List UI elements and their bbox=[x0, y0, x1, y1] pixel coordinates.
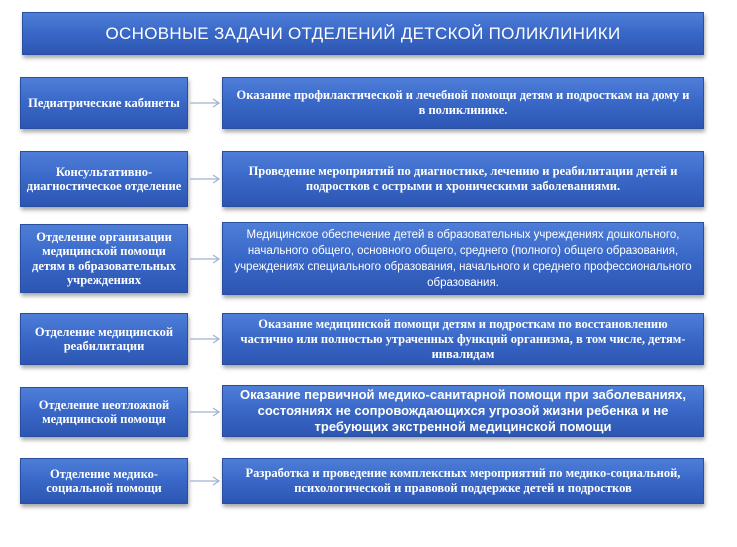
task-box-social: Разработка и проведение комплексных мероприятий по медико-социальной, психологической и правовой поддержке детей и подростков bbox=[222, 458, 704, 504]
task-box-pediatric: Оказание профилактической и лечебной помощи детям и подросткам на дому и в поликлинике. bbox=[222, 77, 704, 129]
department-box-consultative: Консультативно-диагностическое отделение bbox=[20, 151, 188, 207]
department-box-education: Отделение организации медицинской помощи детям в образовательных учреждениях bbox=[20, 224, 188, 293]
arrow-right-icon bbox=[189, 98, 221, 108]
department-box-pediatric: Педиатрические кабинеты bbox=[20, 77, 188, 129]
arrow-right-icon bbox=[189, 254, 221, 264]
arrow-right-icon bbox=[189, 407, 221, 417]
arrow-right-icon bbox=[189, 334, 221, 344]
diagram-title: ОСНОВНЫЕ ЗАДАЧИ ОТДЕЛЕНИЙ ДЕТСКОЙ ПОЛИКЛИНИКИ bbox=[22, 12, 704, 55]
department-box-social: Отделение медико-социальной помощи bbox=[20, 458, 188, 504]
task-box-consultative: Проведение мероприятий по диагностике, лечению и реабилитации детей и подростков с острыми и хроническими заболеваниями. bbox=[222, 151, 704, 207]
task-box-education: Медицинское обеспечение детей в образовательных учреждениях дошкольного, начального общего, основного общего, среднего (полного) общего образования, учреждениях специального образования, начального и среднего профессионального образования. bbox=[222, 222, 704, 295]
arrow-right-icon bbox=[189, 476, 221, 486]
task-box-rehabilitation: Оказание медицинской помощи детям и подросткам по восстановлению частично или полностью утраченных функций организма, в том числе, детям- инвалидам bbox=[222, 313, 704, 365]
arrow-right-icon bbox=[189, 174, 221, 184]
department-box-emergency: Отделение неотложной медицинской помощи bbox=[20, 387, 188, 437]
task-box-emergency: Оказание первичной медико-санитарной помощи при заболеваниях, состояниях не сопровождающихся угрозой жизни ребенка и не требующих экстренной медицинской помощи bbox=[222, 385, 704, 437]
department-box-rehabilitation: Отделение медицинской реабилитации bbox=[20, 313, 188, 365]
